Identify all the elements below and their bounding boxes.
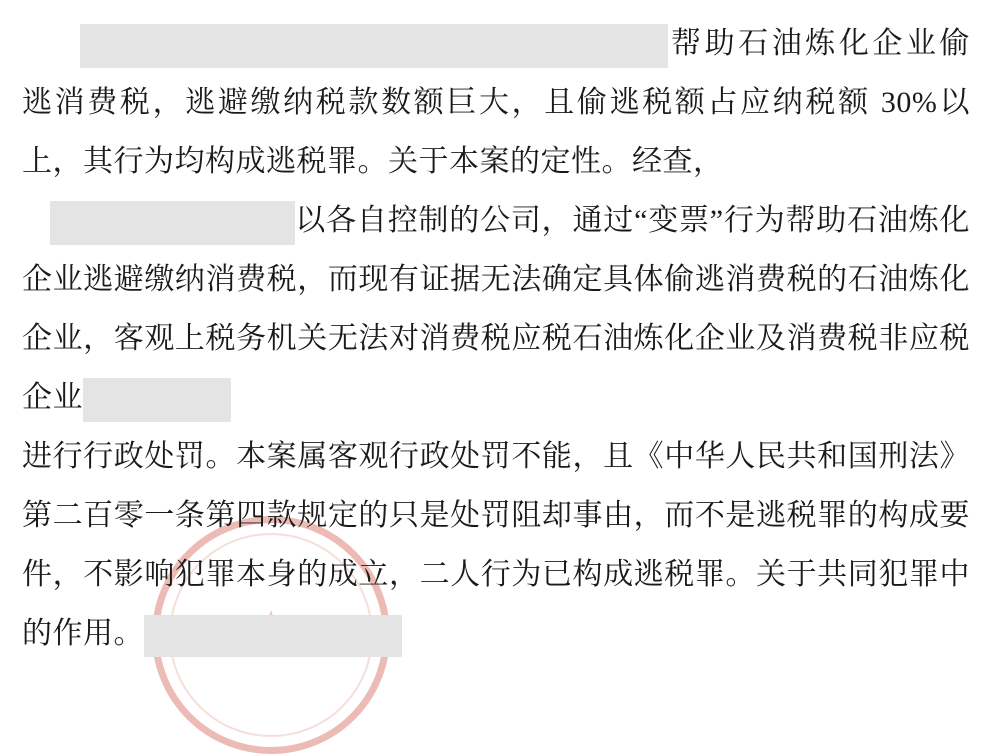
- page-footer: [0, 702, 992, 730]
- redaction-block-4: [144, 615, 402, 657]
- paragraph-1: [22, 14, 970, 191]
- redaction-block-2: [50, 201, 295, 245]
- paragraph-1-text: 帮助石油炼化企业偷逃消费税，逃避缴纳税款数额巨大，且偷逃税额占应纳税额 30%以上，其行为均构成逃税罪。关于本案的定性。经查，: [22, 27, 970, 178]
- paragraph-2: [22, 191, 970, 427]
- paragraph-2-text: 以各自控制的公司，通过“变票”行为帮助石油炼化企业逃避缴纳消费税，而现有证据无法确定具体偷逃消费税的石油炼化企业，客观上税务机关无法对消费税应税石油炼化企业及消费税非应税企业: [22, 204, 970, 414]
- redaction-block-3: [83, 378, 231, 422]
- paragraph-3-text: 进行行政处罚。本案属客观行政处罚不能，且《中华人民共和国刑法》第二百零一条第四款规定的只是处罚阻却事由，而不是逃税罪的构成要件，不影响犯罪本身的成立，二人行为已构成逃税罪。关于共同犯罪中的作用。: [22, 440, 970, 650]
- redaction-block-1: [80, 24, 668, 68]
- document-body: [22, 14, 970, 663]
- paragraph-3: [22, 427, 970, 663]
